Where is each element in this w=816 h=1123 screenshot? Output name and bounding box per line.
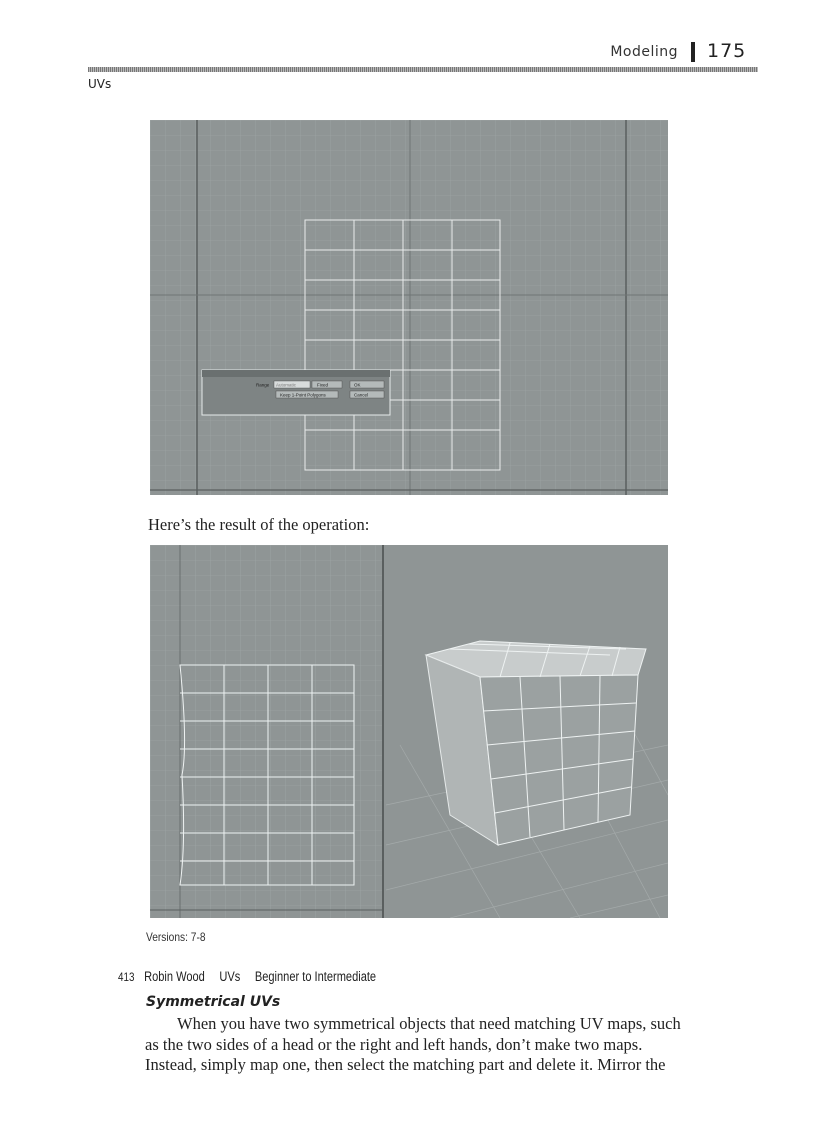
screenshot-uv-viewport [150,120,668,495]
svg-text:Keep 1-Point Polygons: Keep 1-Point Polygons [280,392,326,398]
header-rule [88,67,758,72]
versions-note: Versions: 7-8 [146,930,206,944]
tip-topic: UVs [219,969,241,984]
tip-title: Symmetrical UVs [146,994,281,1010]
tip-level: Beginner to Intermediate [254,969,377,984]
tip-number: 413 [118,970,135,984]
header-separator [691,42,695,62]
section-label: UVs [88,77,112,91]
running-header-chapter: Modeling [610,44,678,60]
uv-result-graphic [150,545,668,918]
body-line: as the two sides of a head or the right and left hands, don’t make two maps. [145,1034,643,1054]
body-text [145,1014,765,1076]
svg-text:Fixed: Fixed [317,382,329,388]
tip-heading [118,969,376,984]
svg-text:Automatic: Automatic [276,382,297,388]
tip-author: Robin Wood [144,969,205,984]
uv-viewport-graphic [150,120,668,495]
svg-text:OK: OK [354,382,361,388]
svg-text:Cancel: Cancel [354,392,369,398]
body-line: When you have two symmetrical objects that need matching UV maps, such [177,1014,681,1033]
body-line: Instead, simply map one, then select the matching part and delete it. Mirror the [145,1055,666,1074]
figure-caption: Here’s the result of the operation: [148,515,370,534]
merge-points-dialog [202,370,390,415]
screenshot-uv-result [150,545,668,918]
page-number: 175 [707,40,747,62]
svg-text:Range: Range [256,382,270,388]
